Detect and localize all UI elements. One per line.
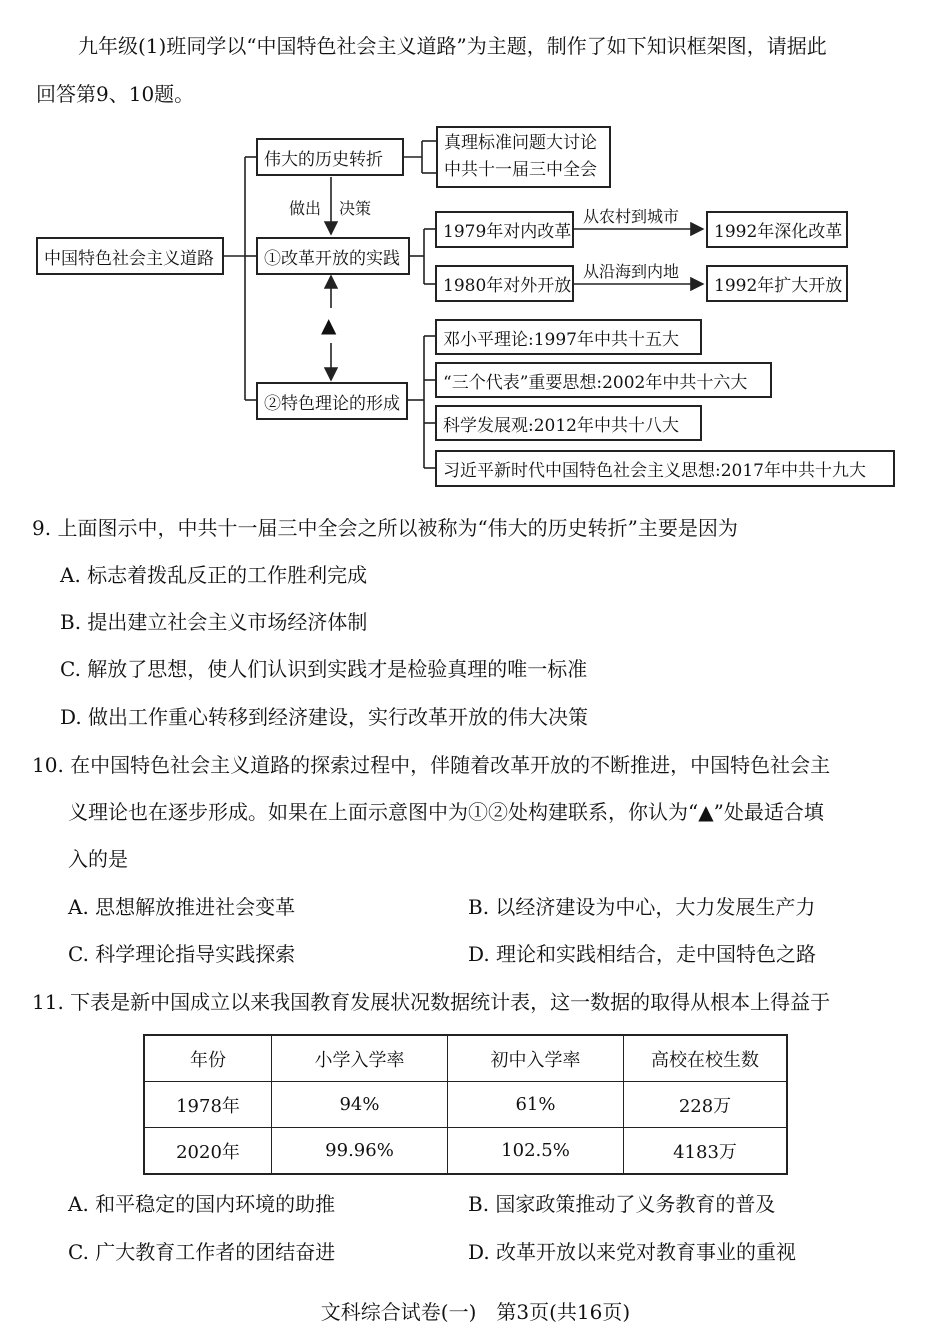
decide-left-label: 做出 bbox=[289, 199, 322, 218]
table-header-junior: 初中入学率 bbox=[448, 1035, 624, 1082]
table-header-college: 高校在校生数 bbox=[624, 1035, 788, 1082]
theory-item-2: “三个代表”重要思想:2002年中共十六大 bbox=[435, 362, 772, 398]
table-cell: 102.5% bbox=[448, 1128, 624, 1175]
q11-option-d: D. 改革开放以来党对教育事业的重视 bbox=[468, 1240, 797, 1264]
theory-item-1: 邓小平理论:1997年中共十五大 bbox=[435, 319, 702, 355]
open-path-label: 从沿海到内地 bbox=[583, 262, 680, 281]
q10-option-c: C. 科学理论指导实践探索 bbox=[68, 942, 296, 966]
triangle-placeholder: ▲ bbox=[321, 313, 337, 337]
table-row bbox=[144, 1082, 787, 1128]
q9-option-b: B. 提出建立社会主义市场经济体制 bbox=[60, 610, 368, 634]
table-header-primary: 小学入学率 bbox=[272, 1035, 448, 1082]
table-header-row bbox=[144, 1035, 787, 1082]
q11-option-c: C. 广大教育工作者的团结奋进 bbox=[68, 1240, 336, 1264]
table-cell: 1978年 bbox=[144, 1082, 272, 1128]
q9-option-a: A. 标志着拨乱反正的工作胜利完成 bbox=[60, 563, 368, 587]
intro-line-2: 回答第9、10题。 bbox=[36, 82, 195, 106]
q11-stem: 11. 下表是新中国成立以来我国教育发展状况数据统计表，这一数据的取得从根本上得益于 bbox=[32, 990, 831, 1014]
theory-node: ②特色理论的形成 bbox=[256, 382, 408, 420]
table-cell: 2020年 bbox=[144, 1128, 272, 1175]
table-cell: 94% bbox=[272, 1082, 448, 1128]
turn-item-2: 中共十一届三中全会 bbox=[444, 160, 597, 180]
theory-item-3: 科学发展观:2012年中共十八大 bbox=[435, 405, 702, 441]
turn-items-node bbox=[436, 126, 611, 188]
q9-option-c: C. 解放了思想，使人们认识到实践才是检验真理的唯一标准 bbox=[60, 657, 588, 681]
reform-1992-node: 1992年深化改革 bbox=[706, 211, 848, 248]
page-footer: 文科综合试卷(一) 第3页(共16页) bbox=[320, 1300, 631, 1324]
table-cell: 228万 bbox=[624, 1082, 788, 1128]
education-table bbox=[143, 1034, 788, 1175]
q9-stem: 9. 上面图示中，中共十一届三中全会之所以被称为“伟大的历史转折”主要是因为 bbox=[32, 516, 738, 540]
q10-option-a: A. 思想解放推进社会变革 bbox=[68, 895, 296, 919]
table-cell: 61% bbox=[448, 1082, 624, 1128]
reform-1979-node: 1979年对内改革 bbox=[435, 211, 574, 248]
q11-option-b: B. 国家政策推动了义务教育的普及 bbox=[468, 1192, 776, 1216]
intro-line-1: 九年级(1)班同学以“中国特色社会主义道路”为主题，制作了如下知识框架图，请据此 bbox=[78, 34, 827, 58]
table-row bbox=[144, 1128, 787, 1175]
q9-option-d: D. 做出工作重心转移到经济建设，实行改革开放的伟大决策 bbox=[60, 705, 589, 729]
q10-stem-line-1: 10. 在中国特色社会主义道路的探索过程中，伴随着改革开放的不断推进，中国特色社会主 bbox=[32, 753, 831, 777]
reform-path-label: 从农村到城市 bbox=[583, 207, 680, 226]
practice-node: ①改革开放的实践 bbox=[256, 237, 410, 275]
theory-item-4: 习近平新时代中国特色社会主义思想:2017年中共十九大 bbox=[435, 450, 895, 487]
table-cell: 4183万 bbox=[624, 1128, 788, 1175]
decide-right-label: 决策 bbox=[339, 199, 372, 218]
q10-stem-line-2: 义理论也在逐步形成。如果在上面示意图中为①②处构建联系，你认为“▲”处最适合填 bbox=[68, 800, 824, 824]
q10-option-d: D. 理论和实践相结合，走中国特色之路 bbox=[468, 942, 817, 966]
turn-node: 伟大的历史转折 bbox=[256, 138, 404, 176]
table-header-year: 年份 bbox=[144, 1035, 272, 1082]
q10-option-b: B. 以经济建设为中心，大力发展生产力 bbox=[468, 895, 816, 919]
q11-option-a: A. 和平稳定的国内环境的助推 bbox=[68, 1192, 336, 1216]
table-cell: 99.96% bbox=[272, 1128, 448, 1175]
open-1992-node: 1992年扩大开放 bbox=[706, 265, 848, 302]
turn-item-1: 真理标准问题大讨论 bbox=[444, 133, 597, 153]
q10-stem-line-3: 入的是 bbox=[68, 847, 128, 871]
root-node: 中国特色社会主义道路 bbox=[36, 237, 224, 275]
open-1980-node: 1980年对外开放 bbox=[435, 265, 574, 302]
